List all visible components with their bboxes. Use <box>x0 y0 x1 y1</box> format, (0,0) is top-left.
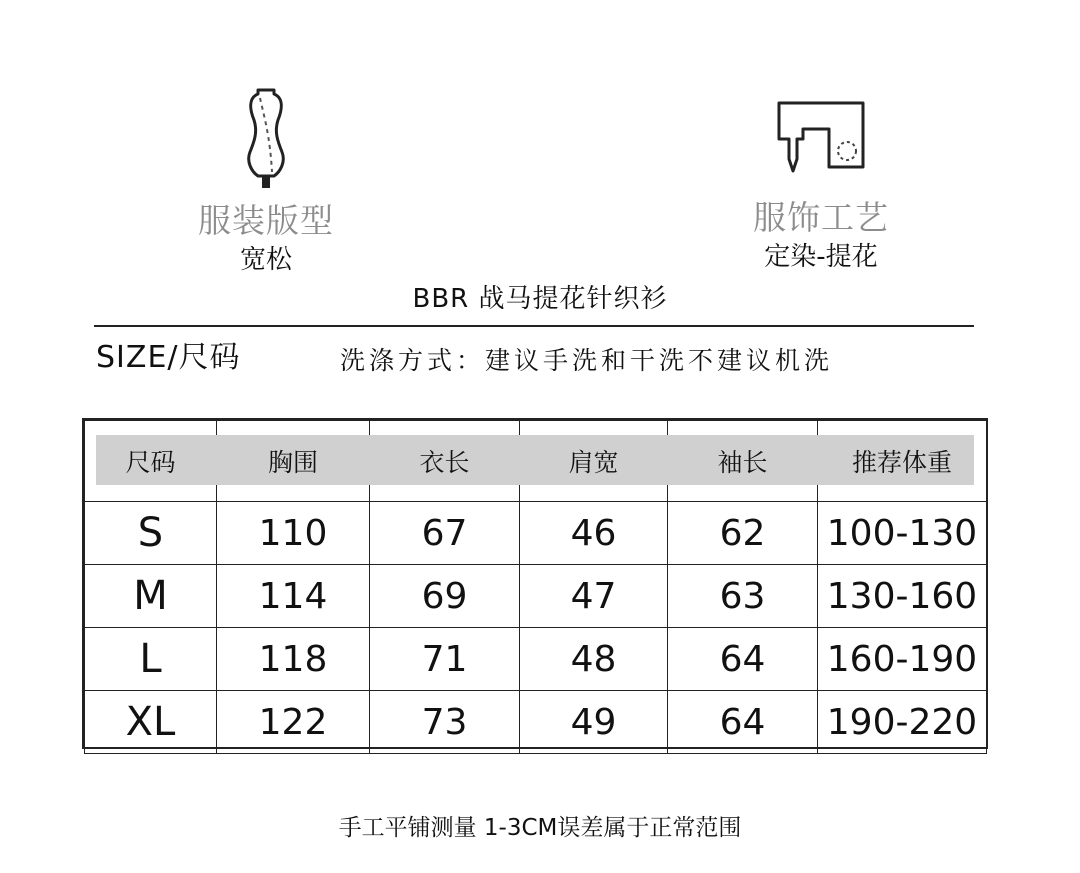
divider <box>94 325 974 327</box>
table-cell: 47 <box>520 565 668 628</box>
footer-note: 手工平铺测量 1-3CM误差属于正常范围 <box>338 815 742 841</box>
table-row <box>85 628 987 691</box>
table-cell: 64 <box>668 628 818 691</box>
header-cell: 推荐体重 <box>818 421 987 502</box>
feature-fit-value: 宽松 <box>239 245 292 275</box>
table-cell: 160-190 <box>818 628 987 691</box>
header-cell: 袖长 <box>668 421 818 502</box>
table-cell: 49 <box>520 691 668 754</box>
header-cell: 尺码 <box>85 421 217 502</box>
feature-fit <box>136 86 396 273</box>
table-row <box>85 691 987 754</box>
table-row <box>85 502 987 565</box>
product-title: BBR 战马提花针织衫 <box>412 284 668 314</box>
dress-form-icon <box>234 86 298 190</box>
table-cell: 118 <box>217 628 370 691</box>
table-cell: 46 <box>520 502 668 565</box>
sewing-machine-icon <box>773 99 869 177</box>
table-row <box>85 565 987 628</box>
size-heading: SIZE/尺码 <box>96 340 241 375</box>
feature-craft-value: 定染-提花 <box>764 242 878 272</box>
wash-note: 洗涤方式：建议手洗和干洗不建议机洗 <box>340 346 834 375</box>
table-cell: 71 <box>370 628 520 691</box>
feature-craft <box>691 99 951 270</box>
size-cell: M <box>85 565 217 628</box>
size-chart-table <box>82 418 988 749</box>
table-cell: 130-160 <box>818 565 987 628</box>
header-band <box>96 435 974 485</box>
size-cell: L <box>85 628 217 691</box>
feature-craft-title: 服饰工艺 <box>753 198 889 237</box>
table-cell: 73 <box>370 691 520 754</box>
table-cell: 67 <box>370 502 520 565</box>
size-cell: XL <box>85 691 217 754</box>
table-cell: 64 <box>668 691 818 754</box>
feature-fit-title: 服装版型 <box>198 201 334 240</box>
header-cell: 胸围 <box>217 421 370 502</box>
table-cell: 63 <box>668 565 818 628</box>
header-cell: 衣长 <box>370 421 520 502</box>
table-cell: 100-130 <box>818 502 987 565</box>
table-cell: 110 <box>217 502 370 565</box>
table-cell: 122 <box>217 691 370 754</box>
header-cell: 肩宽 <box>520 421 668 502</box>
table-cell: 62 <box>668 502 818 565</box>
table-cell: 114 <box>217 565 370 628</box>
size-cell: S <box>85 502 217 565</box>
table-cell: 48 <box>520 628 668 691</box>
table-cell: 190-220 <box>818 691 987 754</box>
table-cell: 69 <box>370 565 520 628</box>
